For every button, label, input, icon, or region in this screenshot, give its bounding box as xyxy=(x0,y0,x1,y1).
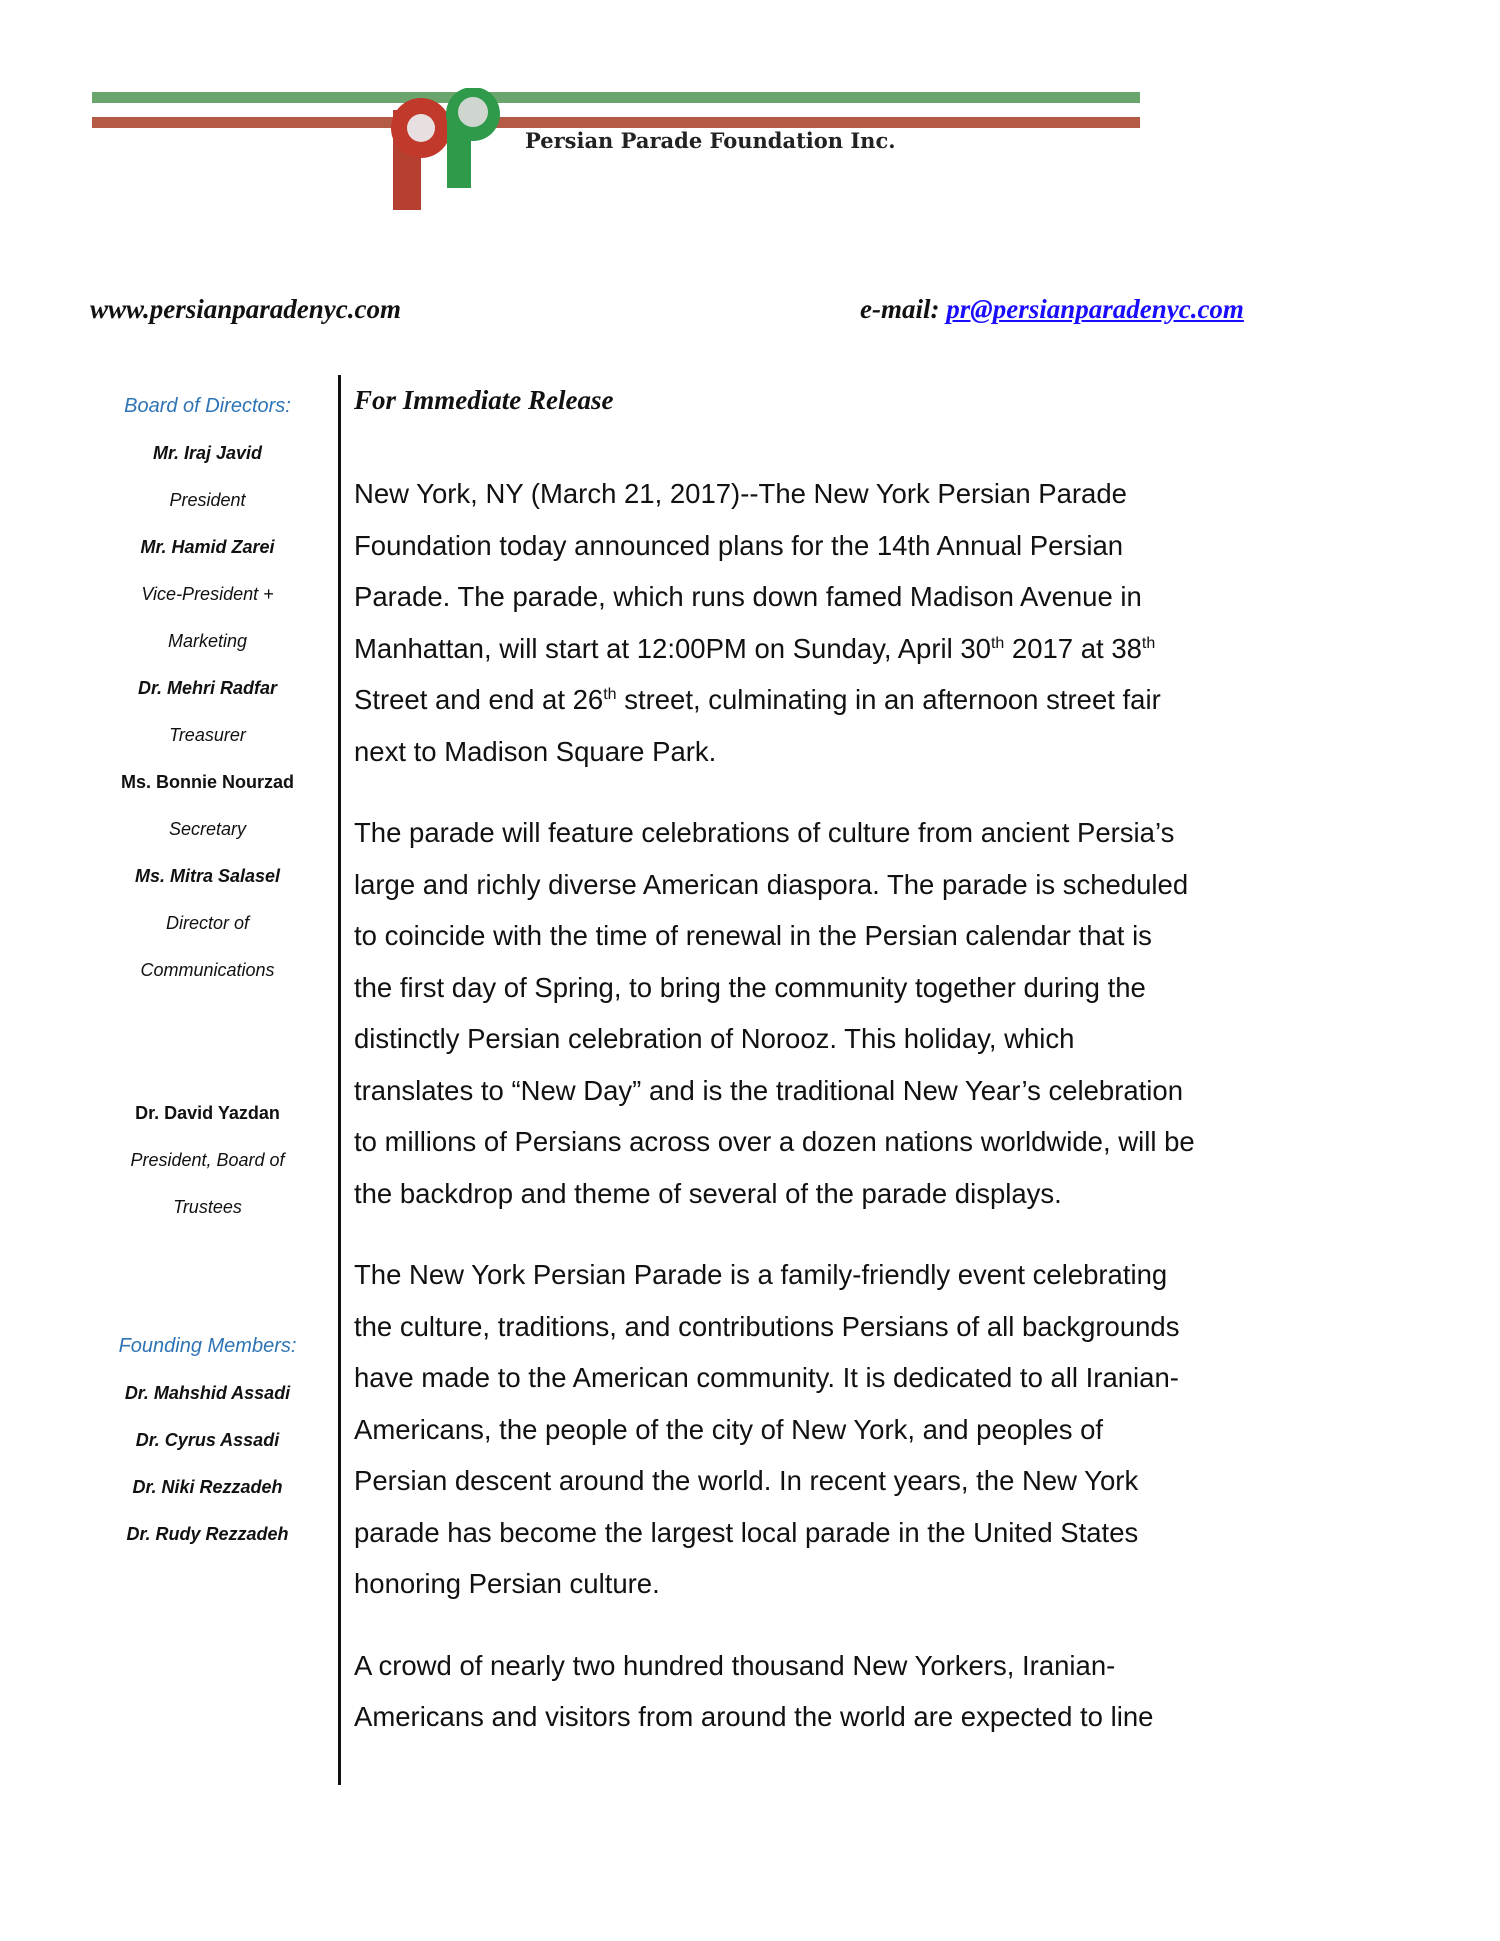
board-of-directors xyxy=(95,383,320,994)
text-line: next to Madison Square Park. xyxy=(354,735,717,767)
board-member-name: Mr. Iraj Javid xyxy=(152,443,263,463)
text-line: the backdrop and theme of several of the parade displays. xyxy=(354,1177,1062,1209)
header-green-stripe xyxy=(92,92,1140,103)
board-member-role: Vice-President + xyxy=(141,584,274,604)
text-line: Foundation today announced plans for the 14th Annual Persian xyxy=(354,529,1124,561)
press-release-body xyxy=(354,385,1394,1743)
text-line: Americans, the people of the city of New York, and peoples of xyxy=(354,1413,1104,1445)
text-seg: Street and end at 26 xyxy=(354,684,604,715)
text-seg: street, culminating in an afternoon street fair xyxy=(616,684,1161,715)
column-divider xyxy=(338,375,341,1785)
paragraph-3 xyxy=(354,1249,1394,1610)
text-line: Persian descent around the world. In recent years, the New York xyxy=(354,1465,1139,1496)
text-line: parade has become the largest local parade in the United States xyxy=(354,1516,1139,1548)
org-name: Persian Parade Foundation Inc. xyxy=(525,128,896,153)
founding-members xyxy=(95,1323,320,1558)
board-member-role: Communications xyxy=(140,960,275,980)
text-line: The New York Persian Parade is a family-friendly event celebrating xyxy=(354,1259,1168,1290)
board-member-role: Secretary xyxy=(168,819,247,839)
paragraph-2 xyxy=(354,807,1394,1219)
text-line: A crowd of nearly two hundred thousand New Yorkers, Iranian- xyxy=(354,1649,1116,1681)
founder-name: Dr. Cyrus Assadi xyxy=(135,1430,280,1450)
trustees xyxy=(95,1090,320,1231)
text-seg: 2017 at 38 xyxy=(1004,632,1142,664)
email-line xyxy=(860,294,1244,325)
text-line: the culture, traditions, and contributions Persians of all backgrounds xyxy=(354,1310,1180,1342)
email-label: e-mail: xyxy=(860,294,940,324)
text-line: to coincide with the time of renewal in the Persian calendar that is xyxy=(354,920,1152,951)
trustee-role: President, Board of xyxy=(130,1150,285,1170)
superscript: th xyxy=(603,685,617,703)
text-line xyxy=(354,623,1394,675)
trustee-name: Dr. David Yazdan xyxy=(135,1103,280,1123)
text-line: the first day of Spring, to bring the community together during the xyxy=(354,971,1146,1003)
founder-name: Dr. Niki Rezzadeh xyxy=(132,1477,283,1497)
board-member-name: Ms. Bonnie Nourzad xyxy=(120,772,294,792)
board-heading: Board of Directors: xyxy=(124,395,291,417)
board-member-name: Dr. Mehri Radfar xyxy=(137,678,278,698)
superscript: th xyxy=(1141,634,1156,652)
board-member-role: President xyxy=(169,490,246,510)
text-line: The parade will feature celebrations of culture from ancient Persia’s xyxy=(354,817,1175,848)
text-seg: Manhattan, will start at 12:00PM on Sunday, April 30 xyxy=(354,632,991,664)
text-line: honoring Persian culture. xyxy=(354,1568,660,1599)
founding-heading: Founding Members: xyxy=(118,1335,297,1357)
text-line: have made to the American community. It is dedicated to all Iranian- xyxy=(354,1362,1179,1393)
text-line: to millions of Persians across over a dozen nations worldwide, will be xyxy=(354,1126,1195,1157)
foundation-logo xyxy=(385,88,520,213)
board-member-name: Mr. Hamid Zarei xyxy=(140,537,275,557)
header-red-stripe xyxy=(92,117,1140,128)
founder-name: Dr. Rudy Rezzadeh xyxy=(126,1524,289,1544)
email-link[interactable]: pr@persianparadenyc.com xyxy=(946,294,1244,324)
text-line: large and richly diverse American diaspora. The parade is scheduled xyxy=(354,868,1189,900)
text-line: New York, NY (March 21, 2017)--The New York Persian Parade xyxy=(354,478,1127,509)
text-line: Parade. The parade, which runs down famed Madison Avenue in xyxy=(354,581,1142,612)
paragraph-4 xyxy=(354,1640,1394,1743)
text-line: translates to “New Day” and is the traditional New Year’s celebration xyxy=(354,1074,1184,1106)
paragraph-1 xyxy=(354,468,1394,777)
release-heading: For Immediate Release xyxy=(354,385,614,415)
board-member-role: Treasurer xyxy=(169,725,246,745)
board-member-role: Marketing xyxy=(167,631,248,651)
board-member-name: Ms. Mitra Salasel xyxy=(134,866,281,886)
board-member-role: Director of xyxy=(165,913,250,933)
text-line: Americans and visitors from around the world are expected to line xyxy=(354,1701,1154,1732)
text-line xyxy=(354,674,1394,726)
superscript: th xyxy=(990,634,1005,652)
text-line: distinctly Persian celebration of Norooz. This holiday, which xyxy=(354,1023,1075,1054)
founder-name: Dr. Mahshid Assadi xyxy=(124,1383,291,1403)
trustee-role: Trustees xyxy=(173,1197,242,1217)
website-link[interactable]: www.persianparadenyc.com xyxy=(90,294,402,324)
